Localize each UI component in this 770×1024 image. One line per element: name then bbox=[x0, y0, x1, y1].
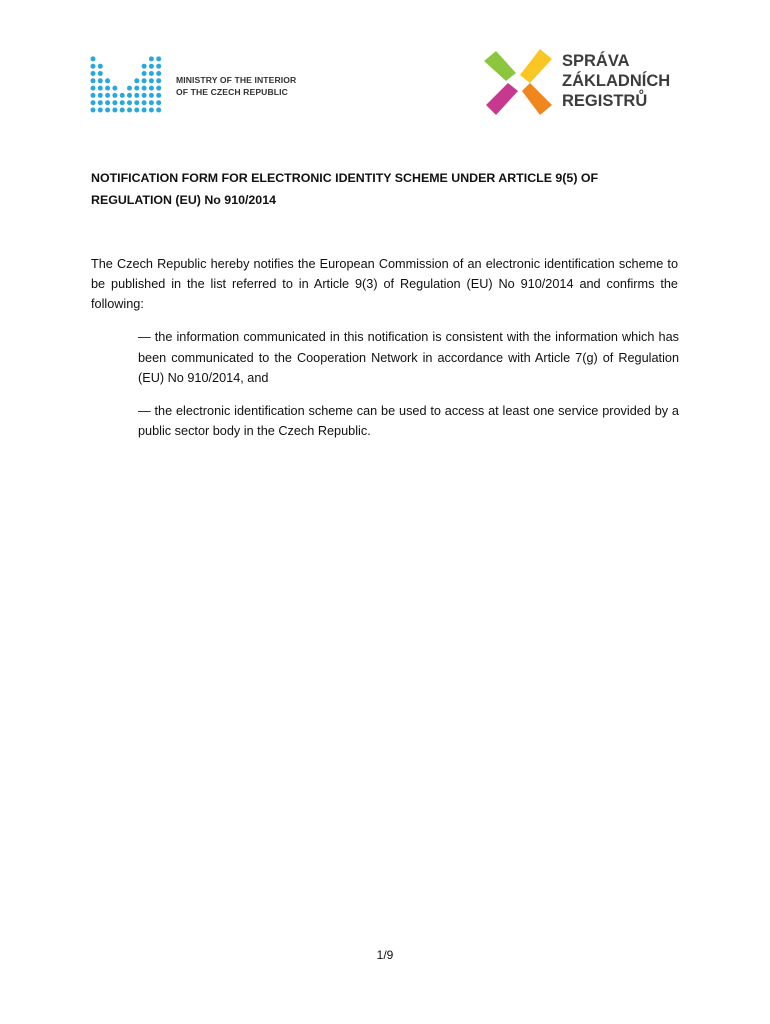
ministry-dot bbox=[98, 100, 103, 105]
ministry-dot bbox=[105, 100, 110, 105]
szr-logo-line2: ZÁKLADNÍCH bbox=[562, 72, 671, 90]
ministry-dot bbox=[91, 64, 96, 69]
title-line2: REGULATION (EU) No 910/2014 bbox=[91, 193, 276, 207]
ministry-dot bbox=[156, 56, 161, 61]
szr-orange-arm bbox=[522, 83, 552, 115]
ministry-dot bbox=[149, 78, 154, 83]
ministry-dot bbox=[149, 108, 154, 113]
ministry-dot bbox=[149, 100, 154, 105]
ministry-dot bbox=[142, 86, 147, 91]
szr-magenta-arm bbox=[486, 83, 518, 115]
ministry-dot bbox=[156, 108, 161, 113]
ministry-dot bbox=[91, 100, 96, 105]
confirmation-item-1: — the information communicated in this notification is consistent with the information which has been communicated to the Cooperation Network in accordance with Article 7(g) of Regulation (EU) No 910/2014, and bbox=[138, 330, 679, 385]
ministry-logo-line2: OF THE CZECH REPUBLIC bbox=[176, 87, 288, 97]
ministry-dot bbox=[156, 100, 161, 105]
szr-logo-line1: SPRÁVA bbox=[562, 52, 630, 70]
ministry-dot bbox=[142, 71, 147, 76]
ministry-logo-text bbox=[176, 74, 296, 98]
szr-logo bbox=[482, 47, 692, 119]
ministry-dot bbox=[134, 86, 139, 91]
ministry-dot bbox=[142, 78, 147, 83]
ministry-dot bbox=[149, 64, 154, 69]
ministry-dot bbox=[156, 93, 161, 98]
ministry-dot bbox=[149, 93, 154, 98]
ministry-dot bbox=[91, 78, 96, 83]
ministry-logo-line1: MINISTRY OF THE INTERIOR bbox=[176, 75, 297, 85]
ministry-dot bbox=[149, 71, 154, 76]
confirmation-list bbox=[138, 327, 679, 454]
ministry-dot bbox=[149, 86, 154, 91]
ministry-dot bbox=[134, 100, 139, 105]
ministry-dot bbox=[156, 64, 161, 69]
ministry-dot bbox=[112, 108, 117, 113]
ministry-dot bbox=[142, 64, 147, 69]
document-title bbox=[91, 167, 691, 211]
ministry-dot bbox=[91, 56, 96, 61]
ministry-dot bbox=[120, 108, 125, 113]
ministry-dots-icon bbox=[90, 55, 170, 113]
ministry-dot bbox=[98, 93, 103, 98]
ministry-dot bbox=[105, 86, 110, 91]
ministry-dot bbox=[127, 93, 132, 98]
ministry-dot bbox=[120, 100, 125, 105]
ministry-dot bbox=[156, 71, 161, 76]
ministry-dot bbox=[91, 71, 96, 76]
page-number: 1/9 bbox=[376, 948, 394, 962]
ministry-dot bbox=[142, 108, 147, 113]
confirmation-item-2: — the electronic identification scheme can be used to access at least one service provided by a public sector body in the Czech Republic. bbox=[138, 403, 679, 438]
ministry-dot bbox=[98, 108, 103, 113]
ministry-dot bbox=[142, 100, 147, 105]
szr-cross-icon bbox=[482, 47, 554, 117]
ministry-dot bbox=[134, 78, 139, 83]
ministry-dot bbox=[120, 93, 125, 98]
ministry-dot bbox=[127, 100, 132, 105]
ministry-dot bbox=[91, 93, 96, 98]
ministry-dot bbox=[134, 93, 139, 98]
ministry-dot bbox=[91, 86, 96, 91]
szr-logo-line3: REGISTRŮ bbox=[562, 92, 648, 110]
ministry-dot bbox=[105, 93, 110, 98]
title-line1: NOTIFICATION FORM FOR ELECTRONIC IDENTITY SCHEME UNDER ARTICLE 9(5) OF bbox=[91, 171, 599, 185]
ministry-dot bbox=[127, 86, 132, 91]
ministry-dot bbox=[112, 100, 117, 105]
ministry-dot bbox=[156, 86, 161, 91]
szr-logo-text bbox=[562, 51, 670, 111]
ministry-logo bbox=[90, 55, 310, 115]
ministry-dot bbox=[98, 86, 103, 91]
ministry-dot bbox=[149, 56, 154, 61]
intro-paragraph: The Czech Republic hereby notifies the European Commission of an electronic identification scheme to be published in the list referred to in Article 9(3) of Regulation (EU) No 910/2014 and confirms the following: bbox=[91, 257, 678, 311]
ministry-dot bbox=[134, 108, 139, 113]
ministry-dot bbox=[127, 108, 132, 113]
szr-yellow-arm bbox=[520, 49, 552, 83]
ministry-dot bbox=[142, 93, 147, 98]
ministry-dot bbox=[112, 86, 117, 91]
ministry-dot bbox=[156, 78, 161, 83]
ministry-dot bbox=[98, 71, 103, 76]
szr-green-arm bbox=[484, 51, 516, 81]
ministry-dot bbox=[112, 93, 117, 98]
ministry-dot bbox=[98, 64, 103, 69]
ministry-dot bbox=[105, 108, 110, 113]
ministry-dot bbox=[91, 108, 96, 113]
ministry-dot bbox=[105, 78, 110, 83]
ministry-dot bbox=[98, 78, 103, 83]
